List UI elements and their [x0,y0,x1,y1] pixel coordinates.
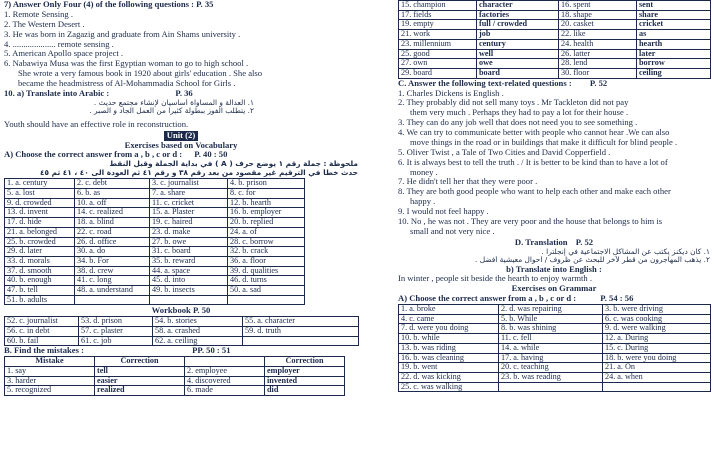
answer-cell: 1. a. broke [399,305,499,315]
answer-cell: 49. b. insects [150,286,228,296]
arabic-note-2: حدث خطأ في الترقيم غير مقصود من بعد رقم ٣٨ و رقم ٤١ ثم العودة الى ٤٠ ، ٤١ ثم ٤٥ [40,168,358,177]
answer-cell: 24. a. when [603,372,711,382]
mistake-cell: 27. own [399,59,477,69]
table-row [5,286,305,296]
mistake-cell: hearth [637,39,711,49]
answer-cell: 37. d. smooth [5,266,75,276]
mistakes-header: Correction [265,357,345,367]
table-row [399,382,711,392]
mistake-cell: 17. fields [399,10,477,20]
mistake-cell: as [637,30,711,40]
mistake-cell: character [477,1,559,11]
table-row [399,59,711,69]
answer-cell: 21. a. On [603,363,711,373]
answer-cell: 33. d. morals [5,256,75,266]
sectionC-answer-line: them very much . Perhaps they had to pay a lot for their house . [410,108,629,118]
workbook-answers-table [4,316,359,346]
sectionD-heading [398,238,710,248]
answer-cell: 41. c. long [75,276,150,286]
q10-title: 10. a) Translate into Arabic : [4,88,110,98]
mistake-cell: tell [95,367,185,377]
answer-cell: 8. b. was shining [499,324,603,334]
answer-cell: 20. c. teaching [499,363,603,373]
answer-cell: 9. d. crowded [5,198,75,208]
sectionB-page: PP. 50 : 51 [192,346,231,356]
answer-cell: 11. c. cricket [150,198,228,208]
answer-cell: 10. b. while [399,334,499,344]
mistake-cell: well [477,49,559,59]
mistake-cell: 26. latter [559,49,637,59]
mistake-cell: 2. employee [185,367,265,377]
answer-cell: 6. c. was cooking [603,314,711,324]
sectionC-answer-line: 6. It is always best to tell the truth . / It is better to be kind than to have a lot of [398,157,668,167]
q10-heading [4,89,358,99]
answer-cell: 10. a. off [75,198,150,208]
table-row [5,295,305,305]
table-row [5,189,305,199]
answer-cell [499,382,603,392]
answer-cell: 6. b. as [75,189,150,199]
left-column [4,0,358,396]
answer-cell: 8. c. for [228,189,305,199]
q7-item: became the headmistress of Al-Mohammadia School for Girls . [18,79,236,88]
answer-cell: 38. d. crew [75,266,150,276]
answer-cell: 2. c. debt [75,179,150,189]
answer-cell: 39. d. qualities [228,266,305,276]
answer-cell: 19. b. went [399,363,499,373]
answer-cell: 5. a. lost [5,189,75,199]
answer-cell: 58. a. crashed [153,327,243,337]
table-row [5,266,305,276]
answer-cell: 4. c. came [399,314,499,324]
table-row [399,324,711,334]
answer-cell [243,336,359,346]
sectionC-answer-line: 3. They can do any job well that does not need you to see something . [398,118,638,128]
mistake-cell: 4. discovered [185,376,265,386]
answer-cell: 56. c. in debt [5,327,79,337]
answer-cell: 60. b. fail [5,336,79,346]
answer-cell: 25. c. was walking [399,382,499,392]
table-row [399,363,711,373]
sectionA-page: P. 40 : 50 [194,150,228,160]
answer-cell: 51. b. adults [5,295,75,305]
q7-item: She wrote a very famous book in 1920 about girls' education . She also [18,69,263,79]
mistake-cell: easier [95,376,185,386]
table-row [5,317,359,327]
table-row [399,353,711,363]
answer-cell: 46. d. turns [228,276,305,286]
grammar-title: Exercises on Grammar [511,284,597,294]
answer-cell: 15. a. Plaster [150,208,228,218]
q7-item: 5. American Apollo space project . [4,49,124,59]
mistake-cell: 3. harder [5,376,95,386]
mistake-cell: sent [637,1,711,11]
answer-cell: 19. c. haired [150,218,228,228]
mistake-cell: invented [265,376,345,386]
table-row [5,179,305,189]
arabic-sentence-2: ٢. يتطلب الفوز ببطولة كثيراً من العمل الجاد و الصبر . [89,107,254,116]
sectionC-answers [398,89,710,237]
mistake-cell: job [477,30,559,40]
answer-cell: 36. a. floor [228,256,305,266]
sectionD-title: D. Translation [514,237,568,247]
mistake-cell: 25. good [399,49,477,59]
answer-cell: 31. c. board [150,247,228,257]
answer-cell: 35. b. reward [150,256,228,266]
answer-cell [228,295,305,305]
table-row [5,256,305,266]
q7-item: 1. Remote Sensing . [4,9,73,19]
unit-label: Unit (2) [164,131,198,141]
mistake-cell: 29. board [399,68,477,78]
answer-cell: 29. d. later [5,247,75,257]
mistake-cell: 5. recognized [5,386,95,396]
table-row [399,30,711,40]
d-arabic-1: ١. كان ديكنز يكتب عن المشاكل الاجتماعية في إنجلترا . [541,247,710,256]
mistake-cell: realized [95,386,185,396]
answer-cell: 17. a. having [499,353,603,363]
mistake-cell: 23. millennium [399,39,477,49]
table-row [5,247,305,257]
sectionC-answer-line: money . [410,167,438,177]
answer-cell: 4. b. prison [228,179,305,189]
table-row [5,367,345,377]
answer-cell: 16. b. was cleaning [399,353,499,363]
table-row [5,227,305,237]
answer-cell [75,295,150,305]
table-row [5,237,305,247]
sectionDb-title: b) Translate into English : [506,264,602,274]
answer-cell: 9. d. were walking [603,324,711,334]
answer-cell: 13. b. was riding [399,343,499,353]
table-row [399,10,711,20]
answer-cell: 14. c. realized [75,208,150,218]
sectionC-heading [398,79,710,89]
grammarA-heading [398,294,710,304]
answer-cell: 32. b. crack [228,247,305,257]
d-arabic-2: ٢. يذهب المهاجرون من قطر لآخر للبحث عن ظروف / أحوال معيشية أفضل . [475,256,710,265]
arabic-note-1: ملحوظة : جملة رقم ١ يوضع حرف ( A ) في بداية الجملة وقبل النقط [109,160,358,169]
grammarA-page: P. 54 : 56 [600,294,634,304]
table-row [399,305,711,315]
answer-cell: 7. d. were you doing [399,324,499,334]
answer-cell: 53. d. prison [79,317,153,327]
answer-cell: 59. d. truth [243,327,359,337]
mistake-cell: 1. say [5,367,95,377]
answer-cell [603,382,711,392]
mistakes-header [185,357,265,367]
mistake-cell: cricket [637,20,711,30]
answer-cell: 27. b. owe [150,237,228,247]
mistake-cell: share [637,10,711,20]
table-row [399,1,711,11]
mistake-cell: 21. work [399,30,477,40]
mistake-cell: employer [265,367,345,377]
table-row [399,39,711,49]
answer-cell: 12. a. During [603,334,711,344]
mistake-cell: did [265,386,345,396]
right-column [398,0,710,392]
mistake-cell: 19. empty [399,20,477,30]
sectionA-title: A) Choose the correct answer from a , b , c or d : [4,150,183,160]
table-row [5,327,359,337]
table-row [399,343,711,353]
answer-cell: 3. b. were driving [603,305,711,315]
answer-cell: 12. b. hearth [228,198,305,208]
answer-cell: 17. d. hide [5,218,75,228]
answer-cell: 52. c. journalist [5,317,79,327]
q7-item: 3. He was born in Zagazig and graduate from Ain Shams university . [4,29,241,39]
answer-cell: 22. d. was kicking [399,372,499,382]
answer-cell: 55. a. character [243,317,359,327]
english-translation: Youth should have an effective role in reconstruction. [4,119,189,129]
sectionC-answer-line: 2. They probably did not sell many toys . Mr Tackleton did not pay [398,98,629,108]
mistakes-table [4,356,345,396]
table-row [5,276,305,286]
table-row [399,20,711,30]
mistake-cell: 30. floor [559,68,637,78]
mistake-cell: 16. spent [559,1,637,11]
answer-cell: 54. b. stories [153,317,243,327]
sectionC-answer-line: 9. I would not feel happy . [398,207,489,216]
table-row [5,386,345,396]
mistakes-continued-table [398,0,711,79]
sectionB-title: B. Find the mistakes : [4,346,84,356]
table-row [399,314,711,324]
table-row [5,376,345,386]
mistake-cell: 28. lend [559,59,637,69]
grammarA-title: A) Choose the correct answer from a , b , c or d : [398,294,577,304]
table-row [399,372,711,382]
answer-cell: 1. a. century [5,179,75,189]
answer-cell: 13. d. invent [5,208,75,218]
answer-cell: 26. d. office [75,237,150,247]
mistake-cell: borrow [637,59,711,69]
grammar-answers-table [398,304,711,392]
mistake-cell: 20. casket [559,20,637,30]
sectionC-answer-line: 5. Oliver Twist , a Tale of Two Cities and David Copperfield . [398,147,611,157]
answer-cell: 18. b. were you doing [603,353,711,363]
q7-title: 7) Answer Only Four (4) of the following questions : P. 35 [4,0,214,9]
mistake-cell: 24. health [559,39,637,49]
sectionC-page: P. 52 [589,78,608,88]
exercises-title: Exercises based on Vocabulary [124,140,238,150]
answer-cell: 24. a. of [228,227,305,237]
answer-cell: 47. b. tell [5,286,75,296]
sectionC-answer-line: 7. He didn't tell her that they were poor . [398,177,538,187]
answer-cell: 34. b. For [75,256,150,266]
mistake-cell: full / crowded [477,20,559,30]
mistake-cell: ceiling [637,68,711,78]
d-english: In winter , people sit beside the hearth to enjoy warmth . [398,274,593,284]
mistake-cell: 6. made [185,386,265,396]
answer-cell: 16. b. employer [228,208,305,218]
sectionD-page: P. 52 [575,237,594,247]
table-row [5,208,305,218]
answer-cell: 2. d. was repairing [499,305,603,315]
answer-cell: 23. d. make [150,227,228,237]
answer-cell: 21. a. belonged [5,227,75,237]
answer-cell: 28. c. borrow [228,237,305,247]
arabic-sentence-1: ١. العدالة و المساواة أساسيان لإنشاء مجتمع حديث . [93,98,254,107]
mistake-cell: board [477,68,559,78]
table-row [399,68,711,78]
vocab-answers-table [4,178,305,305]
mistake-cell: 22. like [559,30,637,40]
table-row [399,49,711,59]
sectionC-answer-line: 1. Charles Dickens is English . [398,88,504,98]
q7-item: 4. .................... remote sensing . [4,39,114,49]
answer-cell: 3. c. journalist [150,179,228,189]
answer-cell: 40. b. enough [5,276,75,286]
answer-cell: 25. b. crowded [5,237,75,247]
mistake-cell: owe [477,59,559,69]
answer-cell: 22. c. road [75,227,150,237]
sectionC-answer-line: 4. We can try to communicate better with people who cannot hear .We can also [398,128,670,137]
mistake-cell: century [477,39,559,49]
answer-cell: 7. a. share [150,189,228,199]
table-row [399,334,711,344]
answer-cell: 45. d. into [150,276,228,286]
answer-cell: 62. a. ceiling [153,336,243,346]
mistake-cell: later [637,49,711,59]
answer-cell: 57. c. plaster [79,327,153,337]
q7-item: 2. The Western Desert . [4,19,85,29]
sectionC-answer-line: 8. They are both good people who want to help each other and make each other [398,187,671,197]
sectionC-title: C. Answer the following text-related questions : [398,78,572,88]
answer-cell: 48. a. understand [75,286,150,296]
mistakes-header: Mistake [5,357,95,367]
mistake-cell: 15. champion [399,1,477,11]
sectionA-heading [4,150,358,160]
answer-cell: 44. a. space [150,266,228,276]
mistakes-header: Correction [95,357,185,367]
mistake-cell: factories [477,10,559,20]
sectionC-answer-line: happy . [410,197,436,207]
answer-cell: 61. c. job [79,336,153,346]
q10-page: P. 36 [175,88,193,98]
table-row [5,218,305,228]
answer-cell: 23. b. was reading [499,372,603,382]
answer-cell: 18. a. blind [75,218,150,228]
answer-cell: 30. a. do [75,247,150,257]
answer-cell: 15. c. During [603,343,711,353]
sectionC-answer-line: small and not very nice . [410,226,495,236]
answer-cell [150,295,228,305]
sectionC-answer-line: move things in the road or in buildings that make it difficult for blind people . [410,137,678,147]
mistake-cell: 18. shape [559,10,637,20]
table-row [5,336,359,346]
q7-item: 6. Nabawiya Musa was the first Egyptian woman to go to high school . [4,59,249,69]
answer-cell: 20. b. replied [228,218,305,228]
answer-cell: 11. c. fell [499,334,603,344]
answer-cell: 50. a. sad [228,286,305,296]
answer-cell: 5. b. While [499,314,603,324]
sectionB-heading [4,346,358,356]
workbook-title: Workbook P. 50 [151,306,211,316]
table-row [5,198,305,208]
answer-cell: 14. a. while [499,343,603,353]
sectionC-answer-line: 10. No , he was not . They are very poor and the house that belongs to him is [398,216,663,226]
